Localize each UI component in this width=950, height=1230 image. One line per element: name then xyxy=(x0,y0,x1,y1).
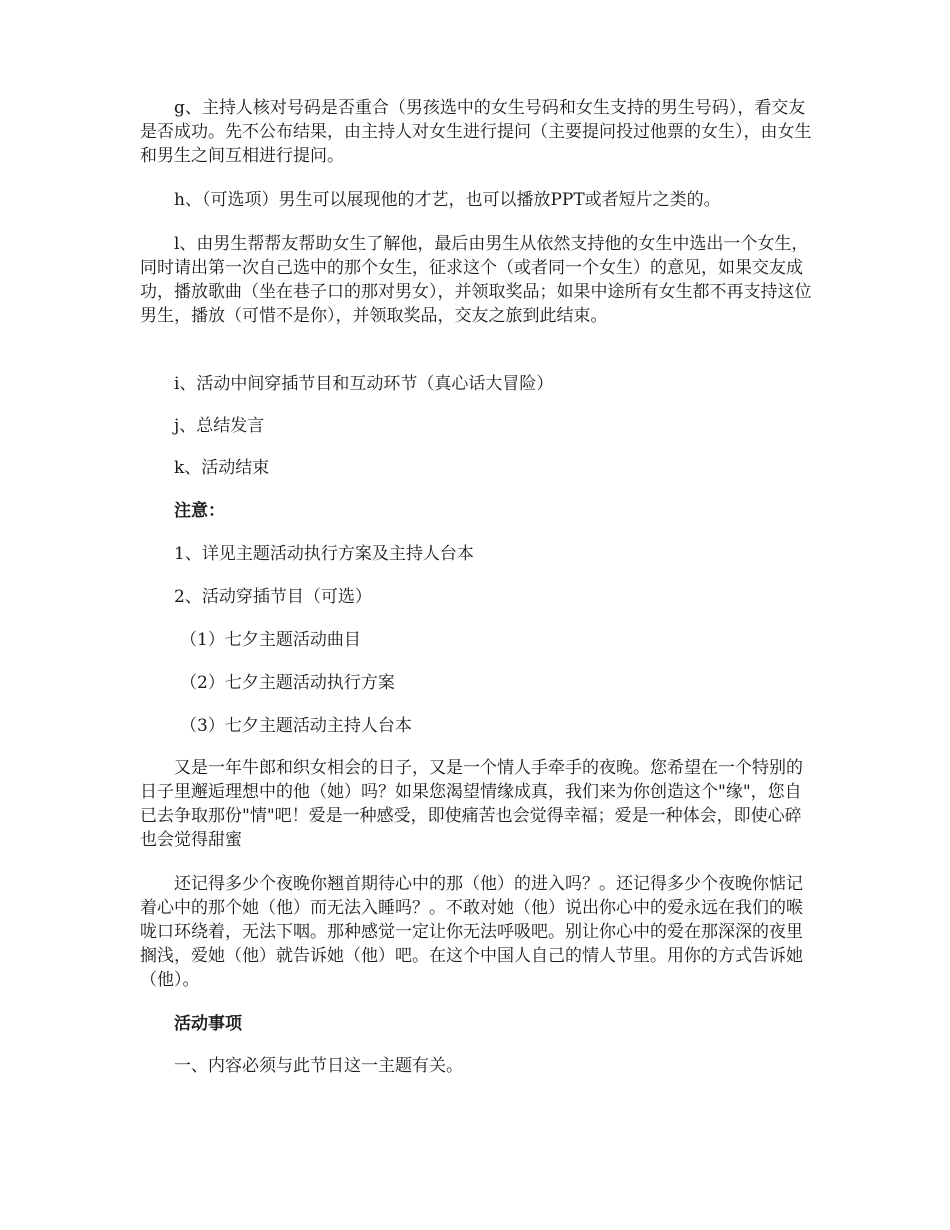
activity-item-1: 一、内容必须与此节日这一主题有关。 xyxy=(174,1056,463,1076)
note-item-1: 1、详见主题活动执行方案及主持人台本 xyxy=(174,544,474,564)
sub-item-1: （1）七夕主题活动曲目 xyxy=(180,630,361,650)
item-j: j、总结发言 xyxy=(174,416,265,436)
note-heading: 注意： xyxy=(174,501,225,521)
item-i: i、活动中间穿插节目和互动环节（真心话大冒险） xyxy=(174,374,554,394)
paragraph-l: l、由男生帮帮友帮助女生了解他，最后由男生从依然支持他的女生中选出一个女生，同时请出第一次自己选中的那个女生，征求这个（或者同一个女生）的意见，如果交友成功，播放歌曲（坐在巷子口的那对男女），并领取奖品；如果中途所有女生都不再支持这位男生，播放（可惜不是你），并领取奖品，交友之旅到此结束。 xyxy=(140,234,812,326)
paragraph-memory: 还记得多少个夜晚你翘首期待心中的那（他）的进入吗？。还记得多少个夜晚你惦记着心中的那个她（他）而无法入睡吗？。不敢对她（他）说出你心中的爱永远在我们的喉咙口环绕着，无法下咽。那种感觉一定让你无法呼吸吧。别让你心中的爱在那深深的夜里搁浅，爱她（他）就告诉她（他）吧。在这个中国人自己的情人节里。用你的方式告诉她（他）。 xyxy=(140,874,803,990)
activity-heading: 活动事项 xyxy=(174,1014,242,1034)
note-item-2: 2、活动穿插节目（可选） xyxy=(174,587,372,607)
sub-item-3: （3）七夕主题活动主持人台本 xyxy=(180,716,412,736)
paragraph-intro: 又是一年牛郎和织女相会的日子，又是一个情人手牵手的夜晚。您希望在一个特别的日子里邂逅理想中的他（她）吗？如果您渴望情缘成真，我们来为你创造这个"缘"，您自已去争取那份"情"吧！爱是一种感受，即使痛苦也会觉得幸福；爱是一种体会，即使心碎也会觉得甜蜜 xyxy=(140,758,803,850)
sub-item-2: （2）七夕主题活动执行方案 xyxy=(180,673,395,693)
paragraph-g: g、主持人核对号码是否重合（男孩选中的女生号码和女生支持的男生号码），看交友是否成功。先不公布结果，由主持人对女生进行提问（主要提问投过他票的女生），由女生和男生之间互相进行提问。 xyxy=(140,98,812,166)
paragraph-h: h、（可选项）男生可以展现他的才艺，也可以播放PPT或者短片之类的。 xyxy=(174,190,721,210)
item-k: k、活动结束 xyxy=(174,458,270,478)
